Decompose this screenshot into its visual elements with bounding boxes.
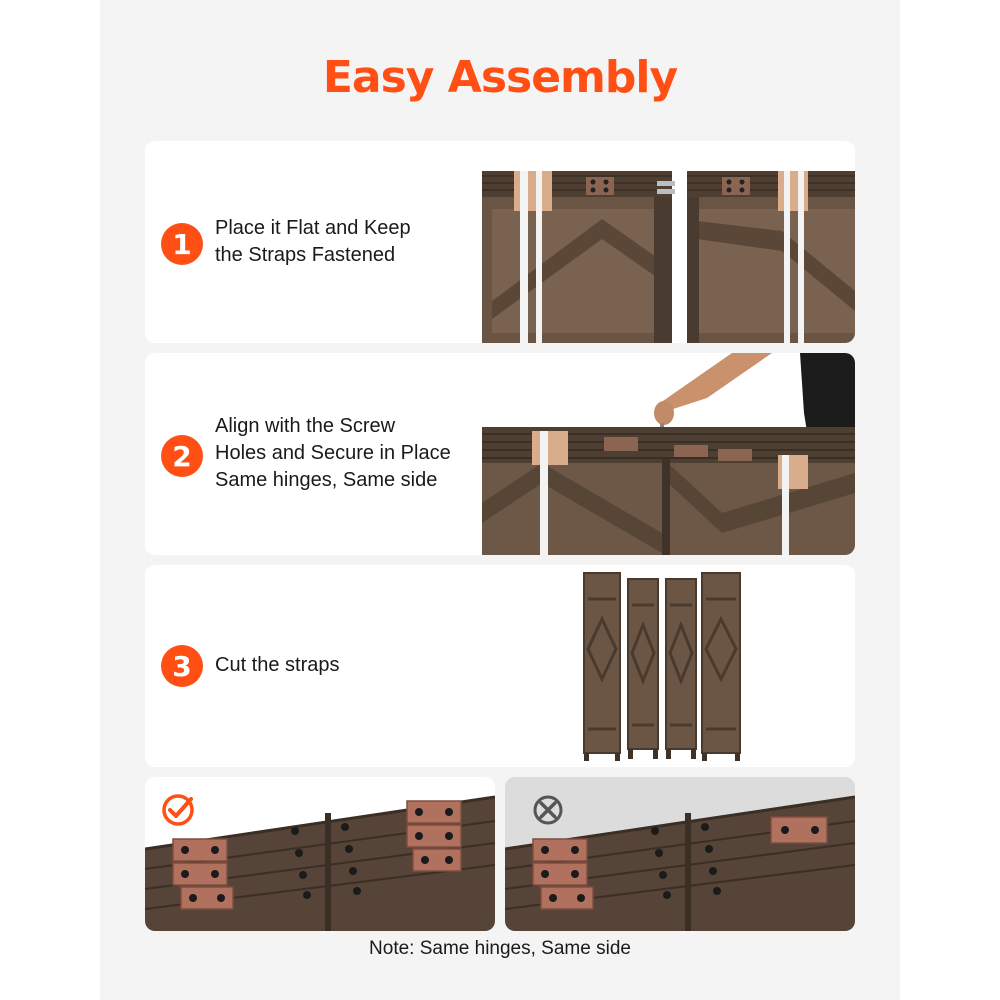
step-line: Place it Flat and Keep bbox=[215, 217, 411, 239]
screw-holes-photo bbox=[482, 353, 855, 555]
step-card-2 bbox=[145, 353, 855, 555]
folding-screen-photo bbox=[580, 569, 745, 761]
check-circle-icon bbox=[161, 793, 195, 827]
page bbox=[100, 0, 900, 1000]
step-line: Align with the Screw bbox=[215, 415, 396, 437]
step-text bbox=[215, 413, 485, 494]
wrong-hinge-example bbox=[505, 777, 855, 931]
step-line: Cut the straps bbox=[215, 654, 340, 676]
step-card-1 bbox=[145, 141, 855, 343]
step-number-badge: 2 bbox=[161, 435, 203, 477]
correct-hinge-example bbox=[145, 777, 495, 931]
step-number-badge: 3 bbox=[161, 645, 203, 687]
step-text bbox=[215, 652, 485, 679]
step-text bbox=[215, 215, 485, 269]
assembly-note: Note: Same hinges, Same side bbox=[369, 938, 631, 959]
x-circle-icon bbox=[531, 793, 565, 827]
step-line: the Straps Fastened bbox=[215, 244, 396, 266]
step-line: Holes and Secure in Place bbox=[215, 442, 451, 464]
flat-panels-photo bbox=[482, 171, 855, 343]
step-card-3 bbox=[145, 565, 855, 767]
step-number-badge: 1 bbox=[161, 223, 203, 265]
page-title: Easy Assembly bbox=[322, 52, 678, 103]
step-line: Same hinges, Same side bbox=[215, 469, 438, 491]
